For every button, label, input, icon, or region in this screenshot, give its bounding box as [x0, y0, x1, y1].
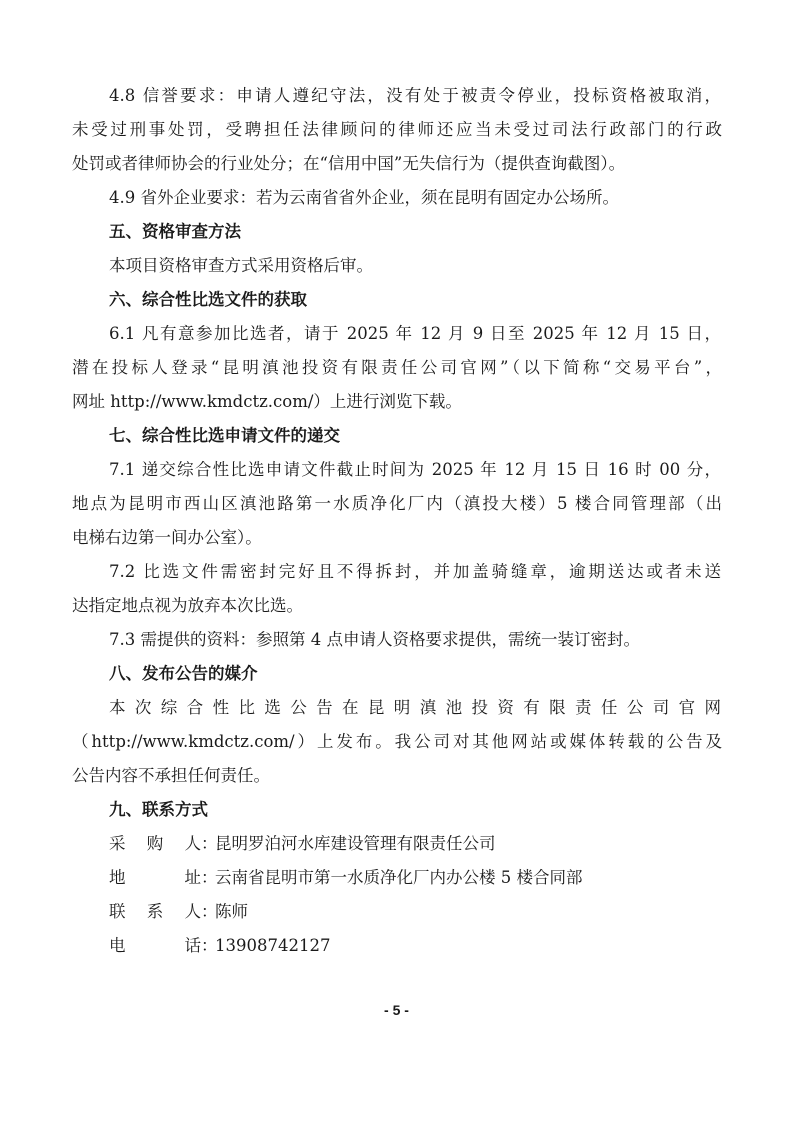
paragraph-6-1-line-1: 6.1 凡有意参加比选者，请于 2025 年 12 月 9 日至 2025 年 12 月 15 日， — [109, 324, 721, 343]
paragraph-8-line-3: 公告内容不承担任何责任。 — [72, 766, 270, 785]
contact-buyer-value: 昆明罗泊河水库建设管理有限责任公司 — [215, 834, 496, 853]
paragraph-7-2-line-2: 达指定地点视为放弃本次比选。 — [72, 596, 303, 615]
paragraph-7-1-line-3: 电梯右边第一间办公室）。 — [72, 528, 262, 547]
paragraph-6-1-line-3: 网址 http://www.kmdctz.com/）上进行浏览下载。 — [72, 392, 462, 411]
colon: ： — [201, 834, 218, 853]
section-9-heading: 九、联系方式 — [109, 800, 208, 819]
colon: ： — [201, 868, 218, 887]
section-7-heading: 七、综合性比选申请文件的递交 — [109, 426, 340, 445]
paragraph-7-3: 7.3 需提供的资料：参照第 4 点申请人资格要求提供，需统一装订密封。 — [109, 630, 640, 649]
contact-buyer-label: 采购人 — [109, 834, 201, 853]
section-5-heading: 五、资格审查方法 — [109, 222, 241, 241]
section-8-heading: 八、发布公告的媒介 — [109, 664, 258, 683]
contact-phone-label: 电话 — [109, 936, 201, 955]
paragraph-7-1-line-1: 7.1 递交综合性比选申请文件截止时间为 2025 年 12 月 15 日 16 时 00 分， — [109, 460, 721, 479]
paragraph-4-8-line-3: 处罚或者律师协会的行业处分；在“信用中国”无失信行为（提供查询截图）。 — [72, 154, 626, 173]
contact-buyer-row — [109, 832, 721, 856]
contact-phone-row — [109, 934, 721, 958]
section-6-heading: 六、综合性比选文件的获取 — [109, 290, 307, 309]
colon: ： — [201, 902, 218, 921]
paragraph-4-8-line-2: 未受过刑事处罚，受聘担任法律顾问的律师还应当未受过司法行政部门的行政 — [72, 120, 722, 139]
page-number: - 5 - — [384, 1002, 409, 1018]
contact-address-value: 云南省昆明市第一水质净化厂内办公楼 5 楼合同部 — [215, 868, 583, 887]
contact-person-value: 陈师 — [215, 902, 248, 921]
contact-address-row — [109, 866, 721, 890]
contact-person-row — [109, 900, 721, 924]
section-5-text: 本项目资格审查方式采用资格后审。 — [109, 256, 373, 275]
colon: ： — [201, 936, 218, 955]
paragraph-6-1-line-2: 潜在投标人登录“昆明滇池投资有限责任公司官网”（以下简称“交易平台”， — [72, 358, 722, 377]
contact-address-label: 地址 — [109, 868, 201, 887]
paragraph-4-9: 4.9 省外企业要求：若为云南省省外企业，须在昆明有固定办公场所。 — [109, 188, 619, 207]
paragraph-8-line-1: 本次综合性比选公告在昆明滇池投资有限责任公司官网 — [109, 698, 721, 717]
paragraph-7-2-line-1: 7.2 比选文件需密封完好且不得拆封，并加盖骑缝章，逾期送达或者未送 — [109, 562, 721, 581]
contact-phone-value: 13908742127 — [215, 936, 331, 955]
contact-person-label: 联系人 — [109, 902, 201, 921]
paragraph-4-8-line-1: 4.8 信誉要求：申请人遵纪守法，没有处于被责令停业，投标资格被取消， — [109, 86, 721, 105]
paragraph-8-line-2: （http://www.kmdctz.com/）上发布。我公司对其他网站或媒体转载的公告及 — [72, 732, 722, 751]
paragraph-7-1-line-2: 地点为昆明市西山区滇池路第一水质净化厂内（滇投大楼）5 楼合同管理部（出 — [72, 494, 722, 513]
